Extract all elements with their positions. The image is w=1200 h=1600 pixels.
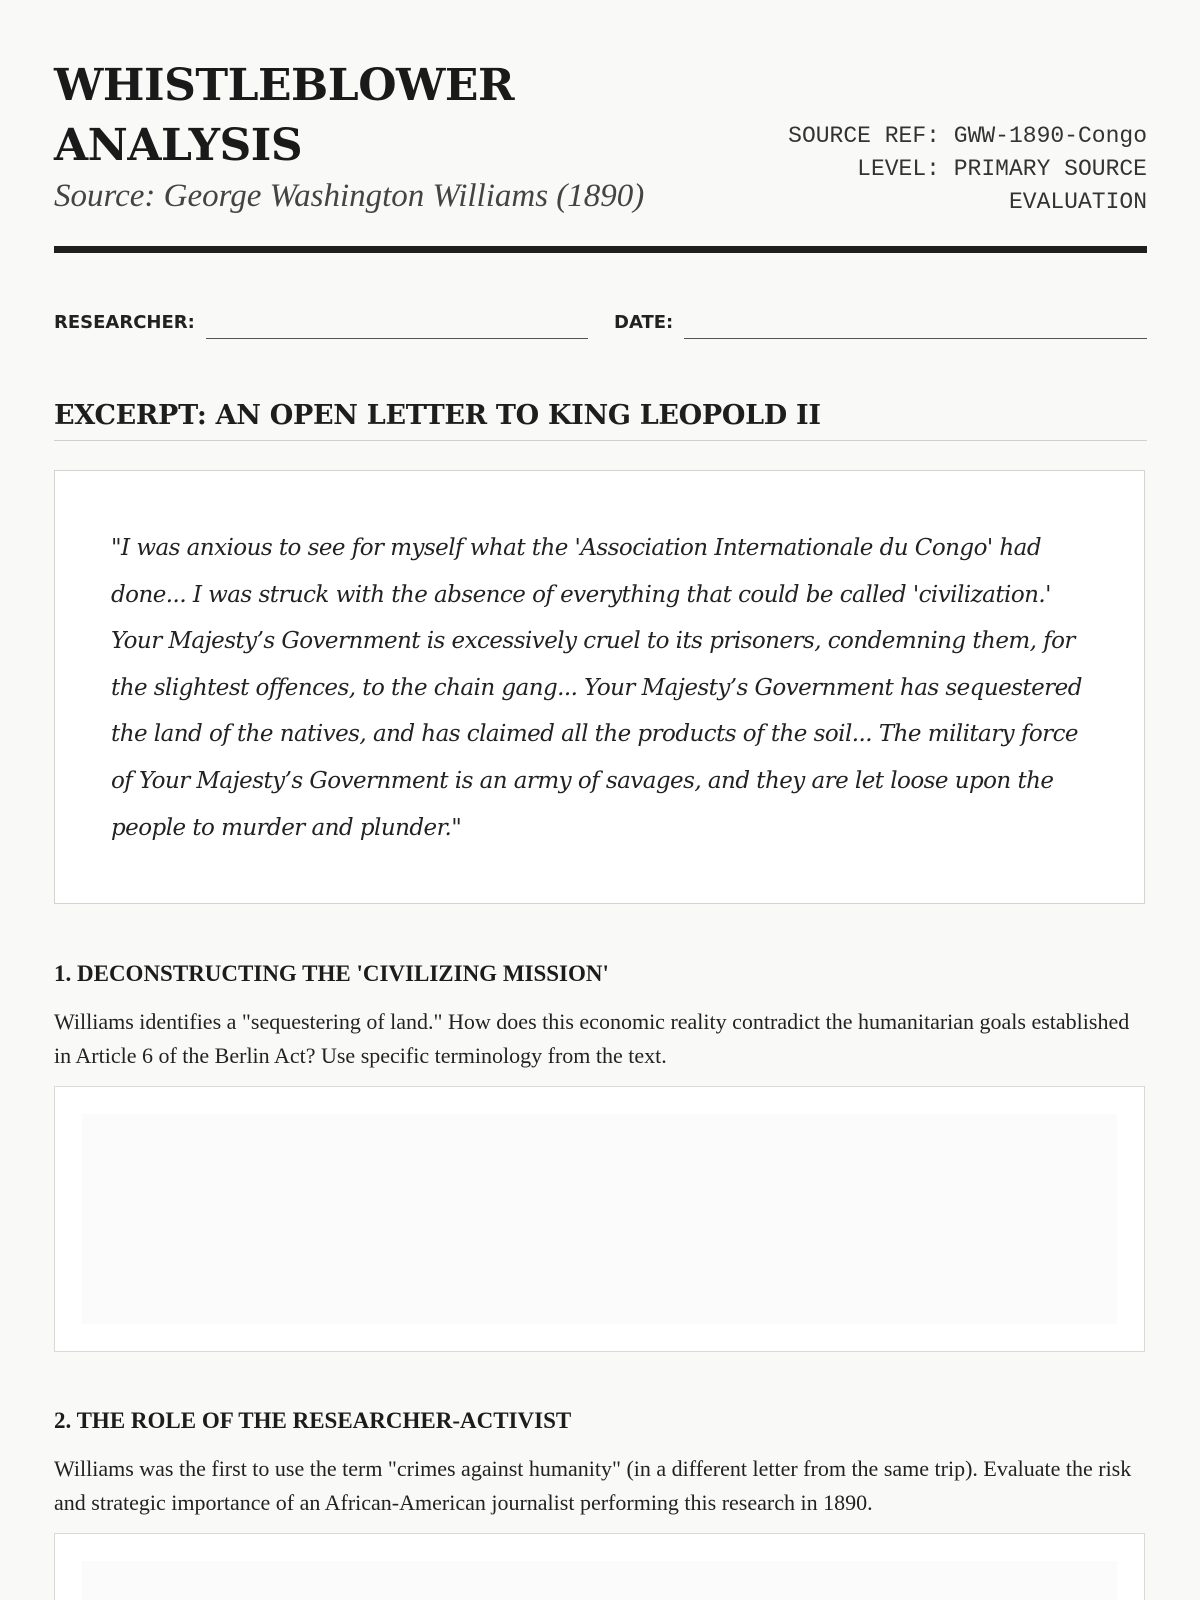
researcher-fields bbox=[54, 308, 1147, 342]
source-ref: SOURCE REF: GWW-1890-Congo bbox=[788, 123, 1147, 149]
excerpt-quote-box bbox=[54, 470, 1145, 904]
page-title bbox=[54, 56, 614, 176]
question-1-title: 1. DECONSTRUCTING THE 'CIVILIZING MISSION' bbox=[54, 961, 609, 986]
excerpt-quote: "I was anxious to see for myself what the 'Association Internationale du Congo' had done... I was struck with the absence of everything that could be called 'civilization.' Your Majesty’s Government is excessively cruel to its prisoners, condemning them, for the slightest offences, to the chain gang... Your Majesty’s Government has sequestered the land of the natives, and has claimed all the products of the soil... The military force of Your Majesty’s Government is an army of savages, and they are let loose upon the people to murder and plunder." bbox=[111, 535, 1082, 841]
source-meta bbox=[788, 120, 1147, 219]
worksheet-page bbox=[54, 0, 1147, 1515]
level-line-2: EVALUATION bbox=[1008, 189, 1147, 215]
title-line-2: ANALYSIS bbox=[54, 120, 303, 171]
date-field[interactable] bbox=[684, 338, 1147, 339]
worksheet-header bbox=[54, 0, 1147, 254]
question-2-answer-box bbox=[54, 1533, 1145, 1600]
question-2-answer-field[interactable] bbox=[82, 1561, 1117, 1600]
question-1-answer-box bbox=[54, 1086, 1145, 1352]
question-2-title: 2. THE ROLE OF THE RESEARCHER-ACTIVIST bbox=[54, 1408, 572, 1433]
question-1-text: Williams identifies a "sequestering of land." How does this economic reality contradict the humanitarian goals established in Article 6 of the Berlin Act? Use specific terminology from the text. bbox=[54, 1009, 1130, 1068]
title-line-1: WHISTLEBLOWER bbox=[54, 60, 515, 111]
researcher-field[interactable] bbox=[206, 338, 588, 339]
level-line-1: LEVEL: PRIMARY SOURCE bbox=[857, 156, 1147, 182]
researcher-label: RESEARCHER: bbox=[54, 312, 195, 333]
question-2-text: Williams was the first to use the term "crimes against humanity" (in a different letter from the same trip). Evaluate the risk and strategic importance of an African-American journalist performing this research in 1890. bbox=[54, 1456, 1132, 1515]
date-label: DATE: bbox=[614, 312, 674, 333]
source-subtitle: Source: George Washington Williams (1890) bbox=[54, 178, 645, 214]
excerpt-heading: EXCERPT: AN OPEN LETTER TO KING LEOPOLD II bbox=[54, 398, 1147, 441]
question-1-answer-field[interactable] bbox=[82, 1114, 1117, 1324]
header-divider bbox=[54, 246, 1147, 253]
